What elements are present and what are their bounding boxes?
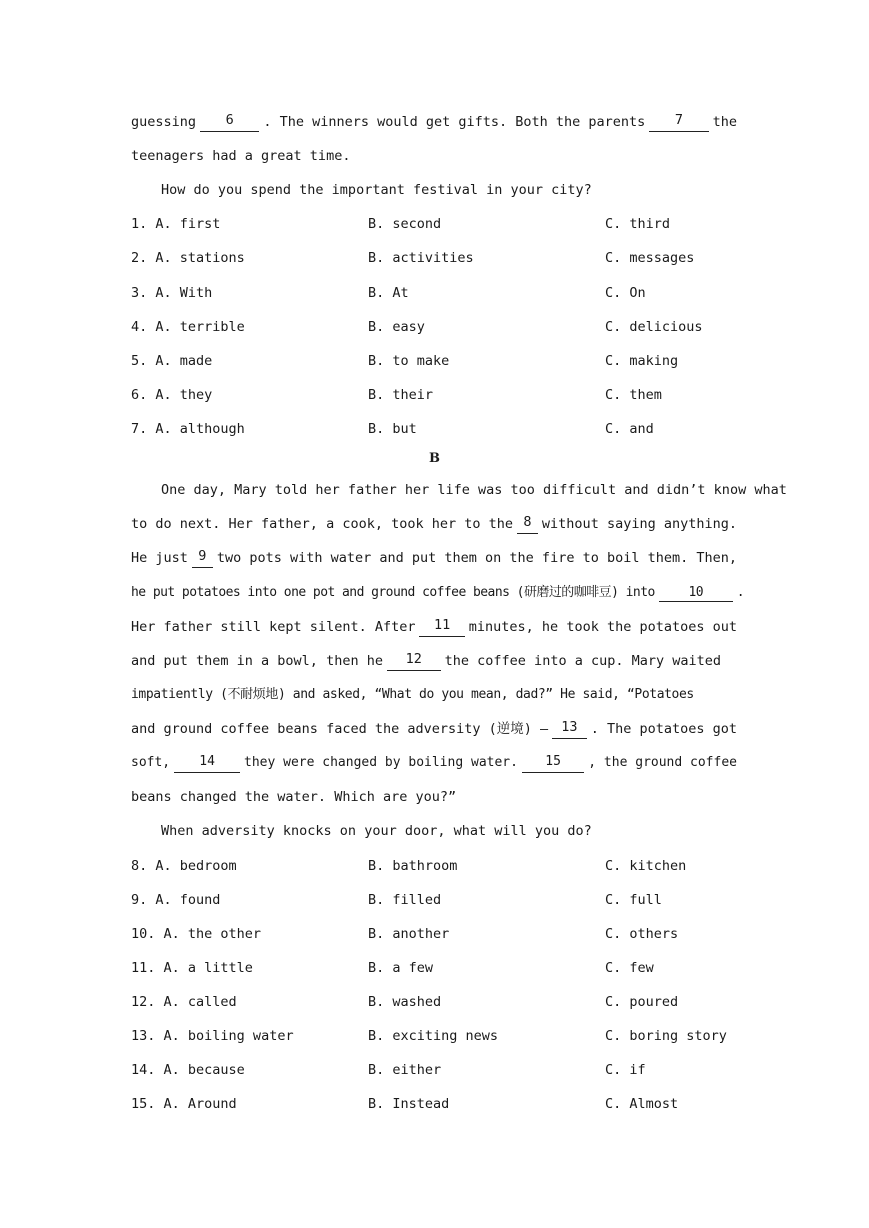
blank-13: 13 [552,719,587,739]
option-b: B. but [368,421,417,437]
option-b: B. filled [368,892,442,908]
section-heading: B [429,451,440,466]
option-a: 9. A. found [131,892,221,908]
text: guessing [131,114,197,130]
blank-10: 10 [659,584,733,602]
blank-8: 8 [517,514,538,534]
option-a: 1. A. first [131,216,221,232]
option-a: 8. A. bedroom [131,858,237,874]
passage-a-question: How do you spend the important festival in your city? [161,182,592,198]
option-b: B. At [368,285,409,301]
passage-a-line-1 [131,112,737,132]
option-c: C. others [605,926,679,942]
option-b: B. their [368,387,434,403]
option-a: 7. A. although [131,421,245,437]
blank-9: 9 [192,548,213,568]
passage-b-line-7: impatiently (不耐烦地) and asked, “What do you mean, dad?” He said, “Potatoes [131,687,694,702]
passage-b-line-1: One day, Mary told her father her life was too difficult and didn’t know what [161,482,787,498]
option-b: B. Instead [368,1096,450,1112]
passage-b-line-4: he put potatoes into one pot and ground coffee beans (研磨过的咖啡豆) into 10 . [131,585,745,600]
option-c: C. On [605,285,646,301]
passage-b-line-3: He just 9 two pots with water and put them on the fire to boil them. Then, [131,548,737,566]
option-b: B. to make [368,353,450,369]
option-a: 4. A. terrible [131,319,245,335]
passage-b-line-10: beans changed the water. Which are you?” [131,789,457,805]
option-c: C. kitchen [605,858,687,874]
text: the [712,114,737,130]
blank-14: 14 [174,753,240,773]
option-c: C. delicious [605,319,703,335]
option-a: 10. A. the other [131,926,262,942]
option-c: C. them [605,387,662,403]
option-b: B. second [368,216,442,232]
option-b: B. washed [368,994,442,1010]
text: . The winners would get gifts. Both the parents [263,114,646,130]
option-b: B. another [368,926,450,942]
option-a: 3. A. With [131,285,213,301]
option-b: B. activities [368,250,474,266]
passage-b-line-9: soft, 14 they were changed by boiling water. 15 , the ground coffee [131,753,737,773]
blank-12: 12 [387,651,441,671]
option-c: C. and [605,421,654,437]
option-c: C. boring story [605,1028,727,1044]
passage-b-question: When adversity knocks on your door, what will you do? [161,823,592,839]
passage-a-line-2: teenagers had a great time. [131,148,351,164]
option-c: C. messages [605,250,695,266]
option-a: 5. A. made [131,353,213,369]
option-a: 13. A. boiling water [131,1028,294,1044]
option-c: C. few [605,960,654,976]
option-a: 14. A. because [131,1062,245,1078]
option-b: B. bathroom [368,858,458,874]
blank-7: 7 [649,112,708,132]
passage-b-line-2: to do next. Her father, a cook, took her to the 8 without saying anything. [131,514,737,532]
option-c: C. third [605,216,671,232]
option-c: C. poured [605,994,679,1010]
option-c: C. making [605,353,679,369]
blank-15: 15 [522,753,584,773]
option-a: 2. A. stations [131,250,245,266]
option-a: 15. A. Around [131,1096,237,1112]
option-b: B. exciting news [368,1028,499,1044]
passage-b-line-6: and put them in a bowl, then he 12 the coffee into a cup. Mary waited [131,651,721,669]
option-a: 11. A. a little [131,960,253,976]
blank-6: 6 [200,112,259,132]
passage-b-line-5: Her father still kept silent. After 11 minutes, he took the potatoes out [131,617,737,635]
option-b: B. a few [368,960,434,976]
passage-b-line-8: and ground coffee beans faced the adversity (逆境) — 13 . The potatoes got [131,719,737,737]
option-b: B. easy [368,319,425,335]
option-a: 12. A. called [131,994,237,1010]
option-c: C. Almost [605,1096,679,1112]
blank-11: 11 [419,617,464,637]
option-c: C. full [605,892,662,908]
option-a: 6. A. they [131,387,213,403]
option-b: B. either [368,1062,442,1078]
option-c: C. if [605,1062,646,1078]
